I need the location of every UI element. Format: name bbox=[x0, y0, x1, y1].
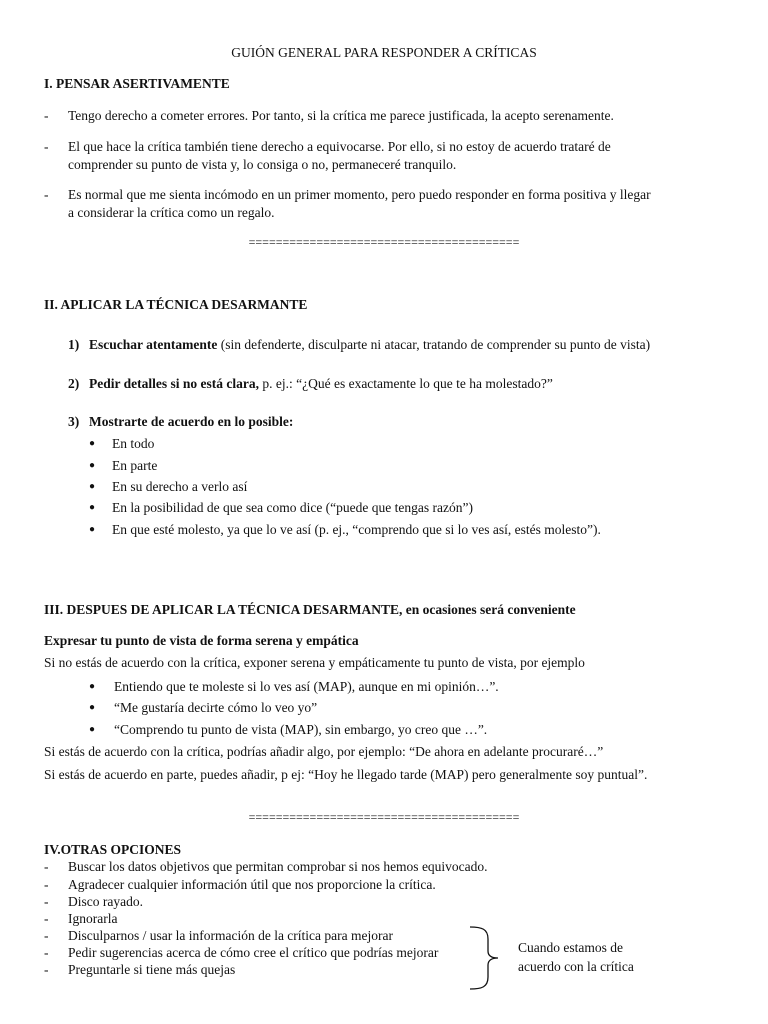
section-3-bullet: Entiendo que te moleste si lo ves así (MAP), aunque en mi opinión…”. bbox=[114, 679, 499, 694]
bullet-icon: ● bbox=[89, 702, 96, 713]
step-3-number: 3) bbox=[68, 414, 80, 429]
section-4-item: Agradecer cualquier información útil que nos proporcione la crítica. bbox=[68, 877, 436, 892]
step-3-bold: Mostrarte de acuerdo en lo posible: bbox=[89, 414, 294, 429]
section-4-item: Ignorarla bbox=[68, 911, 118, 926]
document-title: GUIÓN GENERAL PARA RESPONDER A CRÍTICAS bbox=[231, 45, 537, 60]
section-1-item-3-line-1: Es normal que me sienta incómodo en un primer momento, pero puedo responder en forma positiva y llegar bbox=[68, 187, 651, 202]
section-4-item: Buscar los datos objetivos que permitan comprobar si nos hemos equivocado. bbox=[68, 859, 488, 874]
step-2-rest: p. ej.: “¿Qué es exactamente lo que te ha molestado?” bbox=[258, 376, 553, 391]
step-1-rest: (sin defenderte, disculparte ni atacar, tratando de comprender su punto de vista) bbox=[217, 337, 651, 352]
section-2-bullet: En parte bbox=[112, 458, 158, 473]
step-1-bold: Escuchar atentamente bbox=[89, 337, 218, 352]
bullet-icon: ● bbox=[89, 681, 96, 692]
section-1-heading: I. PENSAR ASERTIVAMENTE bbox=[44, 76, 230, 91]
dash-marker: - bbox=[44, 187, 49, 202]
section-1-item-2-line-1: El que hace la crítica también tiene derecho a equivocarse. Por ello, si no estoy de acuerdo trataré de bbox=[68, 139, 611, 154]
section-4-item: Preguntarle si tiene más quejas bbox=[68, 962, 236, 977]
section-4-heading: IV.OTRAS OPCIONES bbox=[44, 842, 182, 857]
section-1-item-1: Tengo derecho a cometer errores. Por tanto, si la crítica me parece justificada, la acepto serenamente. bbox=[68, 108, 614, 123]
dash-marker: - bbox=[44, 928, 49, 943]
section-3-line-2: Si estás de acuerdo en parte, puedes añadir, p ej: “Hoy he llegado tarde (MAP) pero generalmente soy puntual”. bbox=[44, 767, 648, 782]
dash-marker: - bbox=[44, 859, 49, 874]
section-3-subheading: Expresar tu punto de vista de forma serena y empática bbox=[44, 633, 359, 648]
section-2-bullet: En que esté molesto, ya que lo ve así (p. ej., “comprendo que si lo ves así, estés molesto”). bbox=[112, 522, 601, 537]
step-2 bbox=[89, 374, 553, 393]
bullet-icon: ● bbox=[89, 502, 96, 513]
section-3-heading-rest: en ocasiones será conveniente bbox=[402, 602, 576, 617]
section-3-bullet: “Me gustaría decirte cómo lo veo yo” bbox=[114, 700, 318, 715]
section-3-bullet: “Comprendo tu punto de vista (MAP), sin embargo, yo creo que …”. bbox=[114, 722, 488, 737]
section-3-heading-bold: III. DESPUES DE APLICAR LA TÉCNICA DESARMANTE, bbox=[44, 602, 403, 617]
separator-line: ======================================== bbox=[248, 235, 520, 249]
dash-marker: - bbox=[44, 911, 49, 926]
step-2-number: 2) bbox=[68, 376, 80, 391]
section-2-bullet: En su derecho a verlo así bbox=[112, 479, 248, 494]
dash-marker: - bbox=[44, 108, 49, 123]
bullet-icon: ● bbox=[89, 481, 96, 492]
section-4-item: Pedir sugerencias acerca de cómo cree el crítico que podrías mejorar bbox=[68, 945, 439, 960]
dash-marker: - bbox=[44, 877, 49, 892]
section-3-heading bbox=[44, 600, 576, 619]
dash-marker: - bbox=[44, 139, 49, 154]
separator-line: ======================================== bbox=[248, 810, 520, 824]
section-1-item-2-line-2: comprender su punto de vista y, lo consiga o no, permaneceré tranquilo. bbox=[68, 157, 457, 172]
section-3-line-1: Si estás de acuerdo con la crítica, podrías añadir algo, por ejemplo: “De ahora en adelante procuraré…” bbox=[44, 744, 604, 759]
bullet-icon: ● bbox=[89, 460, 96, 471]
dash-marker: - bbox=[44, 894, 49, 909]
bullet-icon: ● bbox=[89, 438, 96, 449]
dash-marker: - bbox=[44, 945, 49, 960]
section-2-heading bbox=[44, 295, 307, 314]
section-2-bullet: En todo bbox=[112, 436, 155, 451]
step-1 bbox=[89, 335, 650, 354]
section-1-item-3-line-2: a considerar la crítica como un regalo. bbox=[68, 205, 275, 220]
curly-brace-icon bbox=[468, 925, 508, 991]
section-4-item: Disculparnos / usar la información de la crítica para mejorar bbox=[68, 928, 393, 943]
brace-note-line-1: Cuando estamos de bbox=[518, 940, 623, 955]
bullet-icon: ● bbox=[89, 724, 96, 735]
step-2-bold: Pedir detalles si no está clara, bbox=[89, 376, 259, 391]
section-2-heading-text: . APLICAR LA TÉCNICA DESARMANTE bbox=[54, 297, 308, 312]
bullet-icon: ● bbox=[89, 524, 96, 535]
dash-marker: - bbox=[44, 962, 49, 977]
step-3 bbox=[89, 412, 293, 431]
brace-note-line-2: acuerdo con la crítica bbox=[518, 959, 634, 974]
section-2-heading-prefix: II bbox=[44, 297, 55, 312]
section-4-item: Disco rayado. bbox=[68, 894, 143, 909]
step-1-number: 1) bbox=[68, 337, 80, 352]
section-2-bullet: En la posibilidad de que sea como dice (“puede que tengas razón”) bbox=[112, 500, 473, 515]
section-3-intro: Si no estás de acuerdo con la crítica, exponer serena y empáticamente tu punto de vista, por ejemplo bbox=[44, 655, 585, 670]
